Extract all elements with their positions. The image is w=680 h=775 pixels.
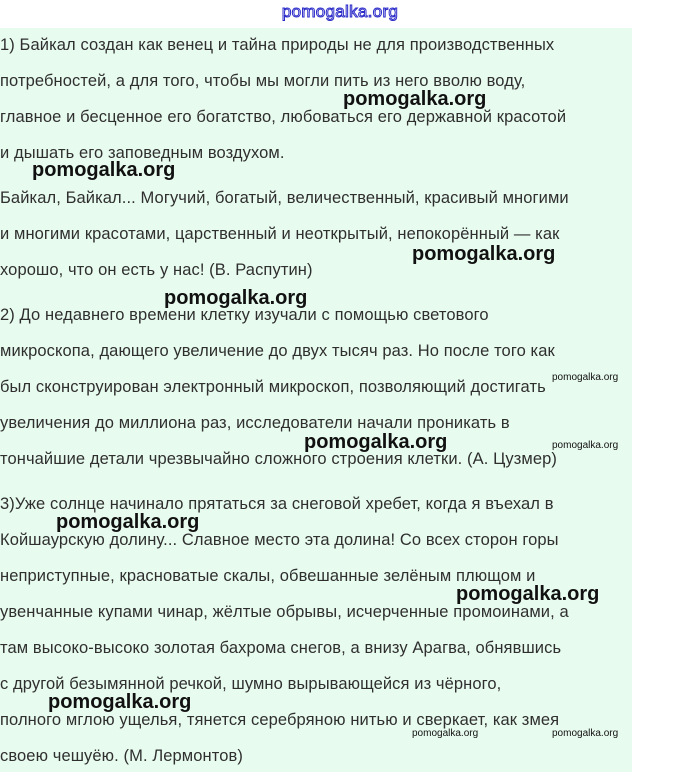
text-line: 2) До недавнего времени клетку изучали с помощью светового [0, 306, 489, 324]
text-line: полного мглою ущелья, тянется серебряною нитью и сверкает, как змея [0, 711, 560, 729]
text-line: хорошо, что он есть у нас! (В. Распутин) [0, 261, 313, 279]
text-line: увенчанные купами чинар, жёлтые обрывы, исчерченные промоинами, а [0, 603, 569, 621]
watermark-overlay: pomogalka.org [56, 511, 200, 533]
text-line: увеличения до миллиона раз, исследователи начали проникать в [0, 414, 510, 432]
watermark-overlay-small: pomogalka.org [552, 440, 619, 451]
text-line: неприступные, красноватые скалы, обвешанные зелёным плющом и [0, 567, 536, 585]
top-watermark: pomogalka.org [281, 2, 399, 21]
text-line: с другой безымянной речкой, шумно вырывающейся из чёрного, [0, 675, 502, 693]
watermark-overlay: pomogalka.org [48, 691, 192, 713]
text-line: и дышать его заповедным воздухом. [0, 144, 285, 162]
text-line: Байкал, Байкал... Могучий, богатый, величественный, красивый многими [0, 189, 569, 207]
watermark-overlay-small: pomogalka.org [552, 372, 619, 383]
watermark-overlay-small: pomogalka.org [412, 728, 479, 739]
text-line: главное и бесценное его богатство, любоваться его державной красотой [0, 108, 567, 126]
watermark-overlay: pomogalka.org [304, 431, 448, 453]
text-line: 3)Уже солнце начинало прятаться за снеговой хребет, когда я въехал в [0, 495, 554, 513]
watermark-overlay-small: pomogalka.org [552, 728, 619, 739]
text-line: потребностей, а для того, чтобы мы могли пить из него вволю воду, [0, 72, 526, 90]
text-line: там высоко-высоко золотая бахрома снегов, а внизу Арагва, обнявшись [0, 639, 562, 657]
text-line: микроскопа, дающего увеличение до двух тысяч раз. Но после того как [0, 342, 555, 360]
watermark-overlay: pomogalka.org [456, 583, 600, 605]
watermark-overlay: pomogalka.org [343, 88, 487, 110]
text-panel [0, 28, 632, 772]
text-line: тончайшие детали чрезвычайно сложного строения клетки. (А. Цузмер) [0, 450, 558, 468]
watermark-overlay: pomogalka.org [32, 159, 176, 181]
watermark-overlay: pomogalka.org [412, 243, 556, 265]
watermark-overlay: pomogalka.org [164, 287, 308, 309]
text-line: и многими красотами, царственный и неоткрытый, непокорённый — как [0, 225, 560, 243]
text-line: 1) Байкал создан как венец и тайна природы не для производственных [0, 36, 555, 54]
text-line: Койшаурскую долину... Славное место эта долина! Со всех сторон горы [0, 531, 559, 549]
text-line: своею чешуёю. (М. Лермонтов) [0, 747, 243, 765]
text-line: был сконструирован электронный микроскоп, позволяющий достигать [0, 378, 546, 396]
